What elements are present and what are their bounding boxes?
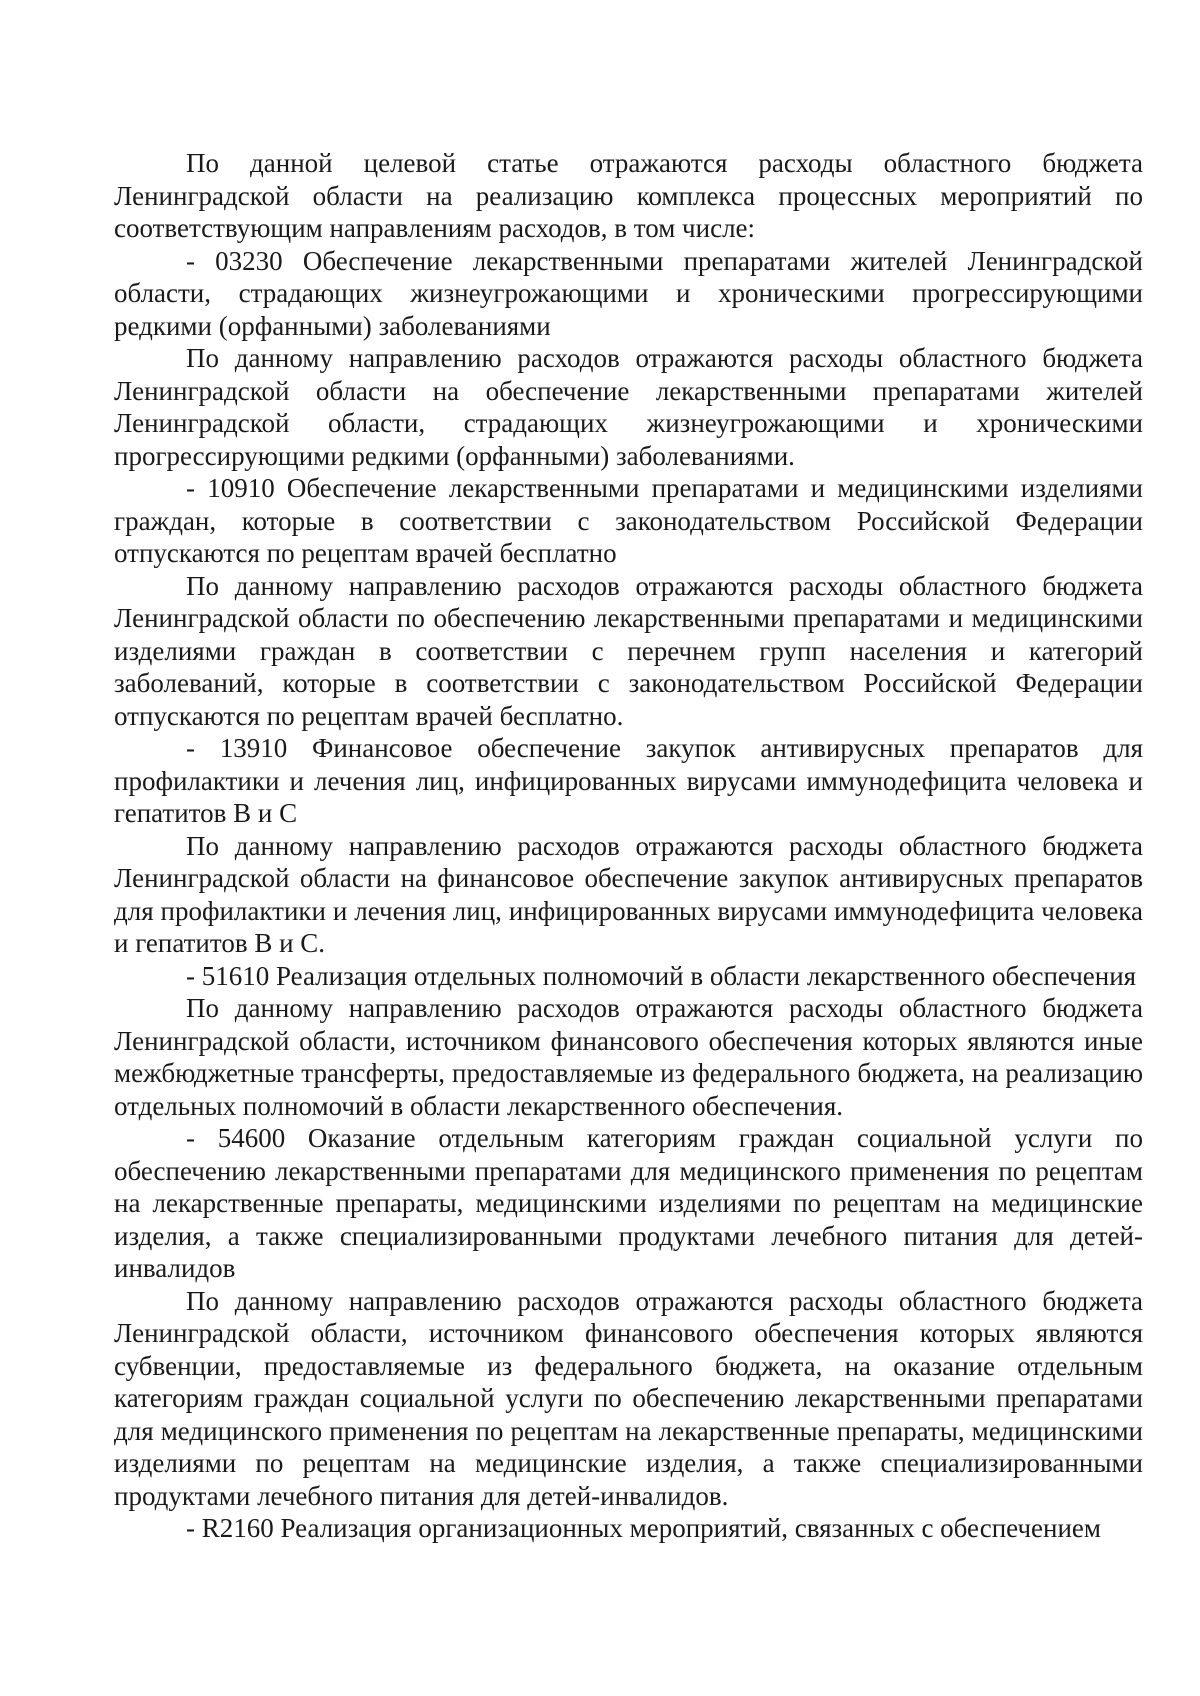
item-13910-description: По данному направлению расходов отражаются расходы областного бюджета Ленинградской области на финансовое обеспечение закупок антивирусных препаратов для профилактики и лечения лиц, инфицированных вирусами иммунодефицита человека и гепатитов B и C. — [114, 830, 1143, 958]
item-51610-description: По данному направлению расходов отражаются расходы областного бюджета Ленинградской области, источником финансового обеспечения которых являются иные межбюджетные трансферты, предоставляемые из федерального бюджета, на реализацию отдельных полномочий в области лекарственного обеспечения. — [114, 993, 1143, 1121]
item-03230-heading: - 03230 Обеспечение лекарственными препаратами жителей Ленинградской области, страдающих жизнеугрожающими и хроническими прогрессирующими редкими (орфанными) заболеваниями — [114, 245, 1143, 341]
item-51610-heading: - 51610 Реализация отдельных полномочий в области лекарственного обеспечения — [186, 960, 1137, 991]
document-body — [114, 147, 1143, 1545]
item-r2160-heading: - R2160 Реализация организационных мероприятий, связанных с обеспечением — [186, 1513, 1101, 1543]
item-10910-description: По данному направлению расходов отражаются расходы областного бюджета Ленинградской области по обеспечению лекарственными препаратами и медицинскими изделиями граждан в соответствии с перечнем групп населения и категорий заболеваний, которые в соответствии с законодательством Российской Федерации отпускаются по рецептам врачей бесплатно. — [114, 570, 1143, 731]
item-54600-heading: - 54600 Оказание отдельным категориям граждан социальной услуги по обеспечению лекарственными препаратами для медицинского применения по рецептам на лекарственные препараты, медицинскими изделиями по рецептам на медицинские изделия, а также специализированными продуктами лечебного питания для детей-инвалидов — [114, 1123, 1143, 1283]
item-54600-description: По данному направлению расходов отражаются расходы областного бюджета Ленинградской области, источником финансового обеспечения которых являются субвенции, предоставляемые из федерального бюджета, на оказание отдельным категориям граждан социальной услуги по обеспечению лекарственными препаратами для медицинского применения по рецептам на лекарственные препараты, медицинскими изделиями по рецептам на медицинские изделия, а также специализированными продуктами лечебного питания для детей-инвалидов. — [114, 1285, 1143, 1511]
item-03230-description: По данному направлению расходов отражаются расходы областного бюджета Ленинградской области на обеспечение лекарственными препаратами жителей Ленинградской области, страдающих жизнеугрожающими и хроническими прогрессирующими редкими (орфанными) заболеваниями. — [114, 343, 1143, 471]
intro-paragraph: По данной целевой статье отражаются расходы областного бюджета Ленинградской области на реализацию комплекса процессных мероприятий по соответствующим направлениям расходов, в том числе: — [114, 148, 1143, 243]
item-10910-heading: - 10910 Обеспечение лекарственными препаратами и медицинскими изделиями граждан, которые в соответствии с законодательством Российской Федерации отпускаются по рецептам врачей бесплатно — [114, 473, 1143, 568]
item-13910-heading: - 13910 Финансовое обеспечение закупок антивирусных препаратов для профилактики и лечения лиц, инфицированных вирусами иммунодефицита человека и гепатитов B и C — [114, 733, 1143, 828]
